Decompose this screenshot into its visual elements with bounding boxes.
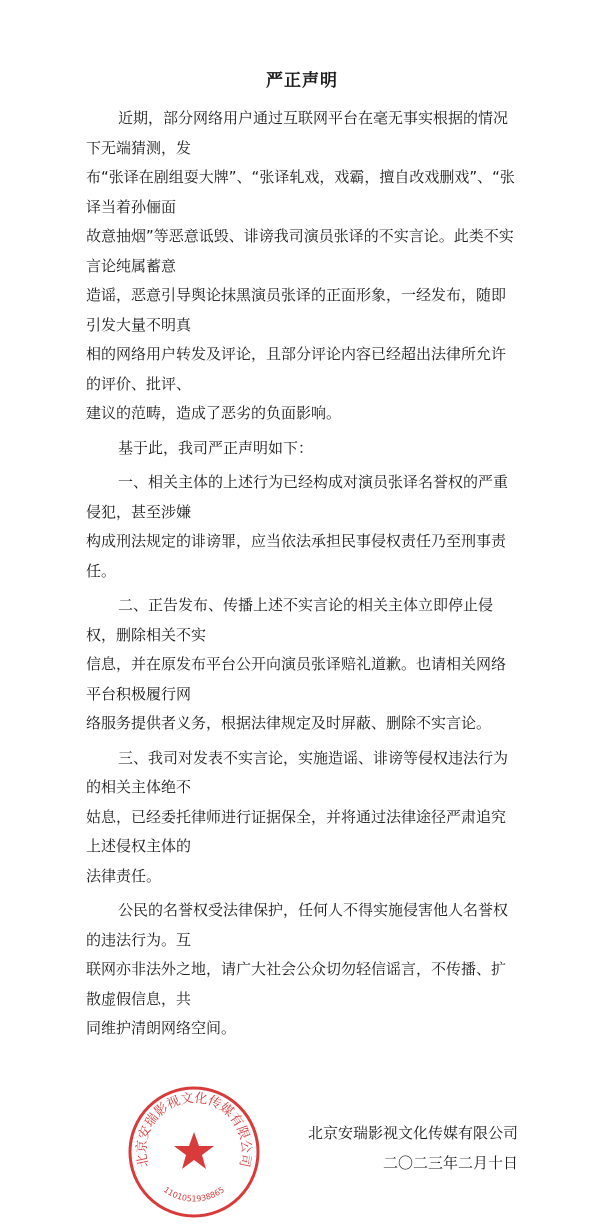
paragraph [86,434,518,464]
paragraph-line: 联网亦非法外之地，请广大社会公众切勿轻信谣言，不传播、扩散虚假信息，共 [86,960,507,1008]
paragraph-line: 三、我司对发表不实言论，实施造谣、诽谤等侵权违法行为的相关主体绝不 [86,748,509,796]
company-seal [126,1084,262,1220]
paragraph-line: 建议的范畴，造成了恶劣的负面影响。 [86,404,342,422]
paragraph [86,104,518,429]
paragraph-line: 法律责任。 [86,866,162,885]
statement-title: 严正声明 [266,71,338,91]
paragraph-line: 故意抽烟”等恶意诋毁、诽谤我司演员张译的不实言论。此类不实言论纯属蓄意 [86,227,514,275]
signature-text [308,1118,518,1178]
paragraph-line: 姑息，已经委托律师进行证据保全，并将通过法律途径严肃追究上述侵权主体的 [86,807,507,855]
document-page [86,0,518,1224]
paragraph-line: 构成刑法规定的诽谤罪，应当依法承担民事侵权责任乃至刑事责任。 [86,532,507,580]
paragraph-line: 络服务提供者义务，根据法律规定及时屏蔽、删除不实言论。 [86,714,492,732]
signature-block [86,1084,518,1224]
paragraph [86,591,518,739]
document-body [86,104,518,1044]
paragraph-line: 布“张译在剧组耍大牌”、“张译轧戏，戏霸，擅自改戏删戏”、“张译当着孙俪面 [86,168,515,216]
paragraph-line: 信息，并在原发布平台公开向演员张译赔礼道歉。也请相关网络平台积极履行网 [86,655,507,703]
star-icon [174,1132,214,1169]
seal-text: 北京安瑞影视文化传媒有限公司 [134,1090,254,1168]
paragraph-line: 近期，部分网络用户通过互联网平台在毫无事实根据的情况下无端猜测，发 [86,109,509,157]
signature-date: 二〇二三年二月十日 [382,1153,518,1172]
paragraph-line: 一、相关主体的上述行为已经构成对演员张译名誉权的严重侵犯，甚至涉嫌 [86,473,509,521]
paragraph-line: 公民的名誉权受法律保护，任何人不得实施侵害他人名誉权的违法行为。互 [86,901,509,949]
paragraph [86,744,518,892]
paragraph-line: 二、正告发布、传播上述不实言论的相关主体立即停止侵权，删除相关不实 [86,596,494,644]
seal-number: 1101051938865 [161,1184,227,1204]
paragraph-line: 造谣，恶意引导舆论抹黑演员张译的正面形象，一经发布，随即引发大量不明真 [86,286,507,334]
paragraph-line: 相的网络用户转发及评论，且部分评论内容已经超出法律所允许的评价、批评、 [86,345,507,393]
paragraph-line: 基于此，我司严正声明如下： [118,438,314,457]
paragraph [86,896,518,1044]
signature-company: 北京安瑞影视文化传媒有限公司 [307,1123,518,1142]
paragraph [86,468,518,586]
paragraph-line: 同维护清朗网络空间。 [86,1019,237,1037]
